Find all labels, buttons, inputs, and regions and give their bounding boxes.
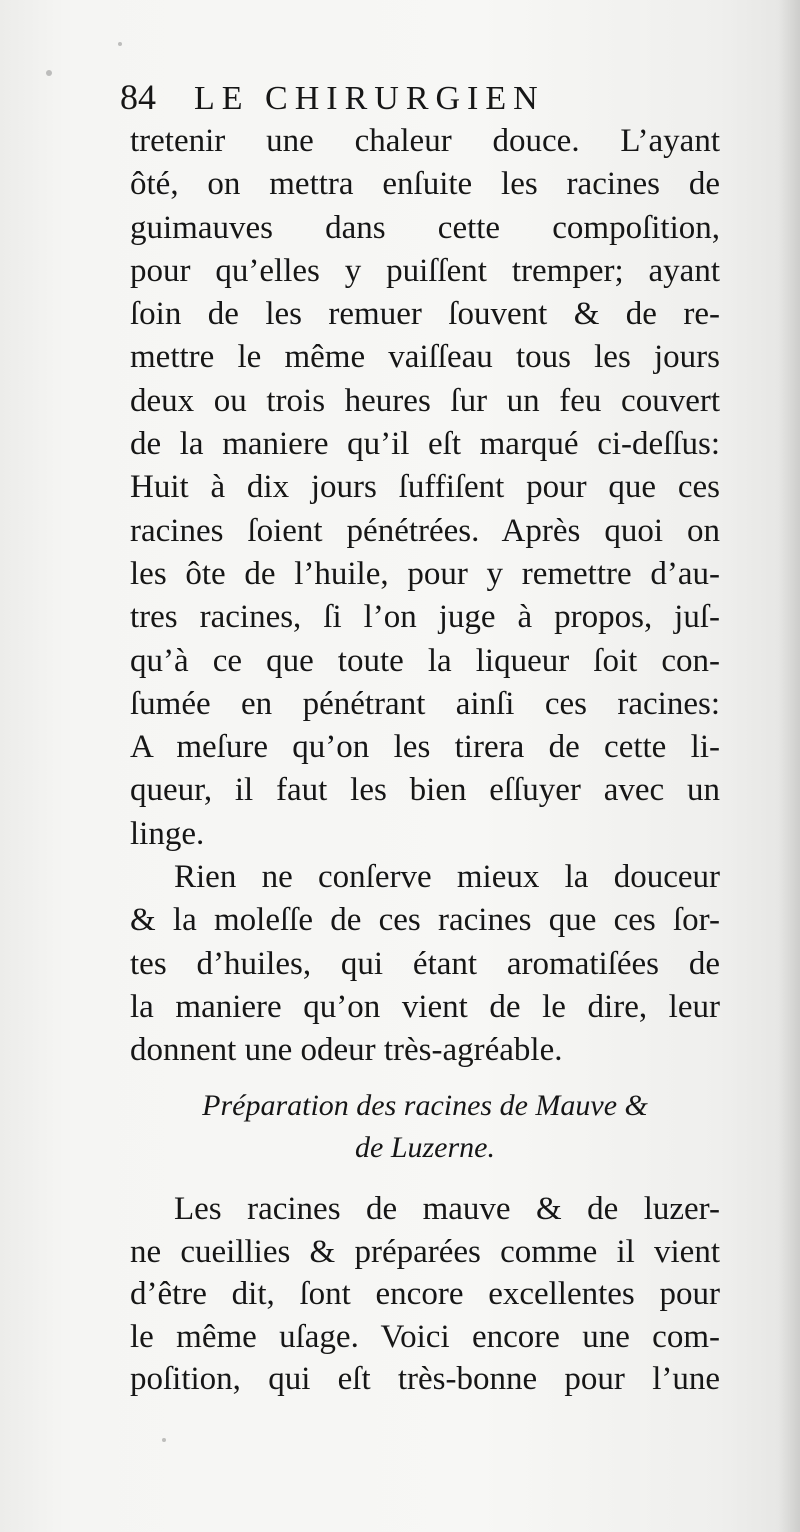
text-line: poſition, qui eſt très-bonne pour l’une <box>130 1361 720 1397</box>
text-line: la maniere qu’on vient de le dire, leur <box>130 988 720 1025</box>
paragraph-first-line: Les racines de mauve & de luzer- <box>174 1191 720 1227</box>
body-text <box>130 120 720 1073</box>
text-line: A meſure qu’on les tirera de cette li- <box>130 729 720 766</box>
text-line: ſumée en pénétrant ainſi ces racines: <box>130 685 720 722</box>
section-heading-line-1: Préparation des racines de Mauve & <box>202 1089 648 1122</box>
ink-speck <box>46 70 52 76</box>
text-line: d’être dit, ſont encore excellentes pour <box>130 1276 720 1312</box>
paragraph-first-line: Rien ne conſerve mieux la douceur <box>174 859 720 896</box>
text-line: tretenir une chaleur douce. L’ayant <box>130 123 720 159</box>
text-line: ſoin de les remuer ſouvent & de re- <box>130 296 720 333</box>
text-line: mettre le même vaiſſeau tous les jours <box>130 339 720 376</box>
text-line: & la moleſſe de ces racines que ces ſor- <box>130 902 720 939</box>
text-line: Huit à dix jours ſuffiſent pour que ces <box>130 469 720 506</box>
text-line: guimauves dans cette compoſition, <box>130 209 720 246</box>
text-line: qu’à ce que toute la liqueur ſoit con- <box>130 642 720 679</box>
text-line: les ôte de l’huile, pour y remettre d’au- <box>130 555 720 592</box>
text-line: queur, il faut les bien eſſuyer avec un <box>130 772 720 809</box>
page-edge-shadow <box>778 0 800 1532</box>
text-line: donnent une odeur très-agréable. <box>130 1032 563 1069</box>
page-number: 84 <box>120 77 156 117</box>
text-line: le même uſage. Voici encore une com- <box>130 1318 720 1355</box>
text-line: linge. <box>130 815 205 852</box>
ink-speck <box>162 1438 166 1442</box>
section-text <box>130 1188 720 1401</box>
section-heading-line-2: de Luzerne. <box>355 1131 495 1164</box>
text-line: de la maniere qu’il eſt marqué ci-deſſus: <box>130 426 720 463</box>
text-line: tres racines, ſi l’on juge à propos, juſ- <box>130 599 720 636</box>
text-line: ôté, on mettra enſuite les racines de <box>130 166 720 203</box>
text-line: pour qu’elles y puiſſent tremper; ayant <box>130 252 720 289</box>
ink-speck <box>118 42 122 46</box>
text-line: deux ou trois heures ſur un feu couvert <box>130 382 720 419</box>
text-line: ne cueillies & préparées comme il vient <box>130 1233 720 1270</box>
running-title: LE CHIRURGIEN <box>194 80 545 117</box>
running-head <box>120 72 720 122</box>
text-line: tes d’huiles, qui étant aromatiſées de <box>130 945 720 982</box>
text-line: racines ſoient pénétrées. Après quoi on <box>130 512 720 549</box>
